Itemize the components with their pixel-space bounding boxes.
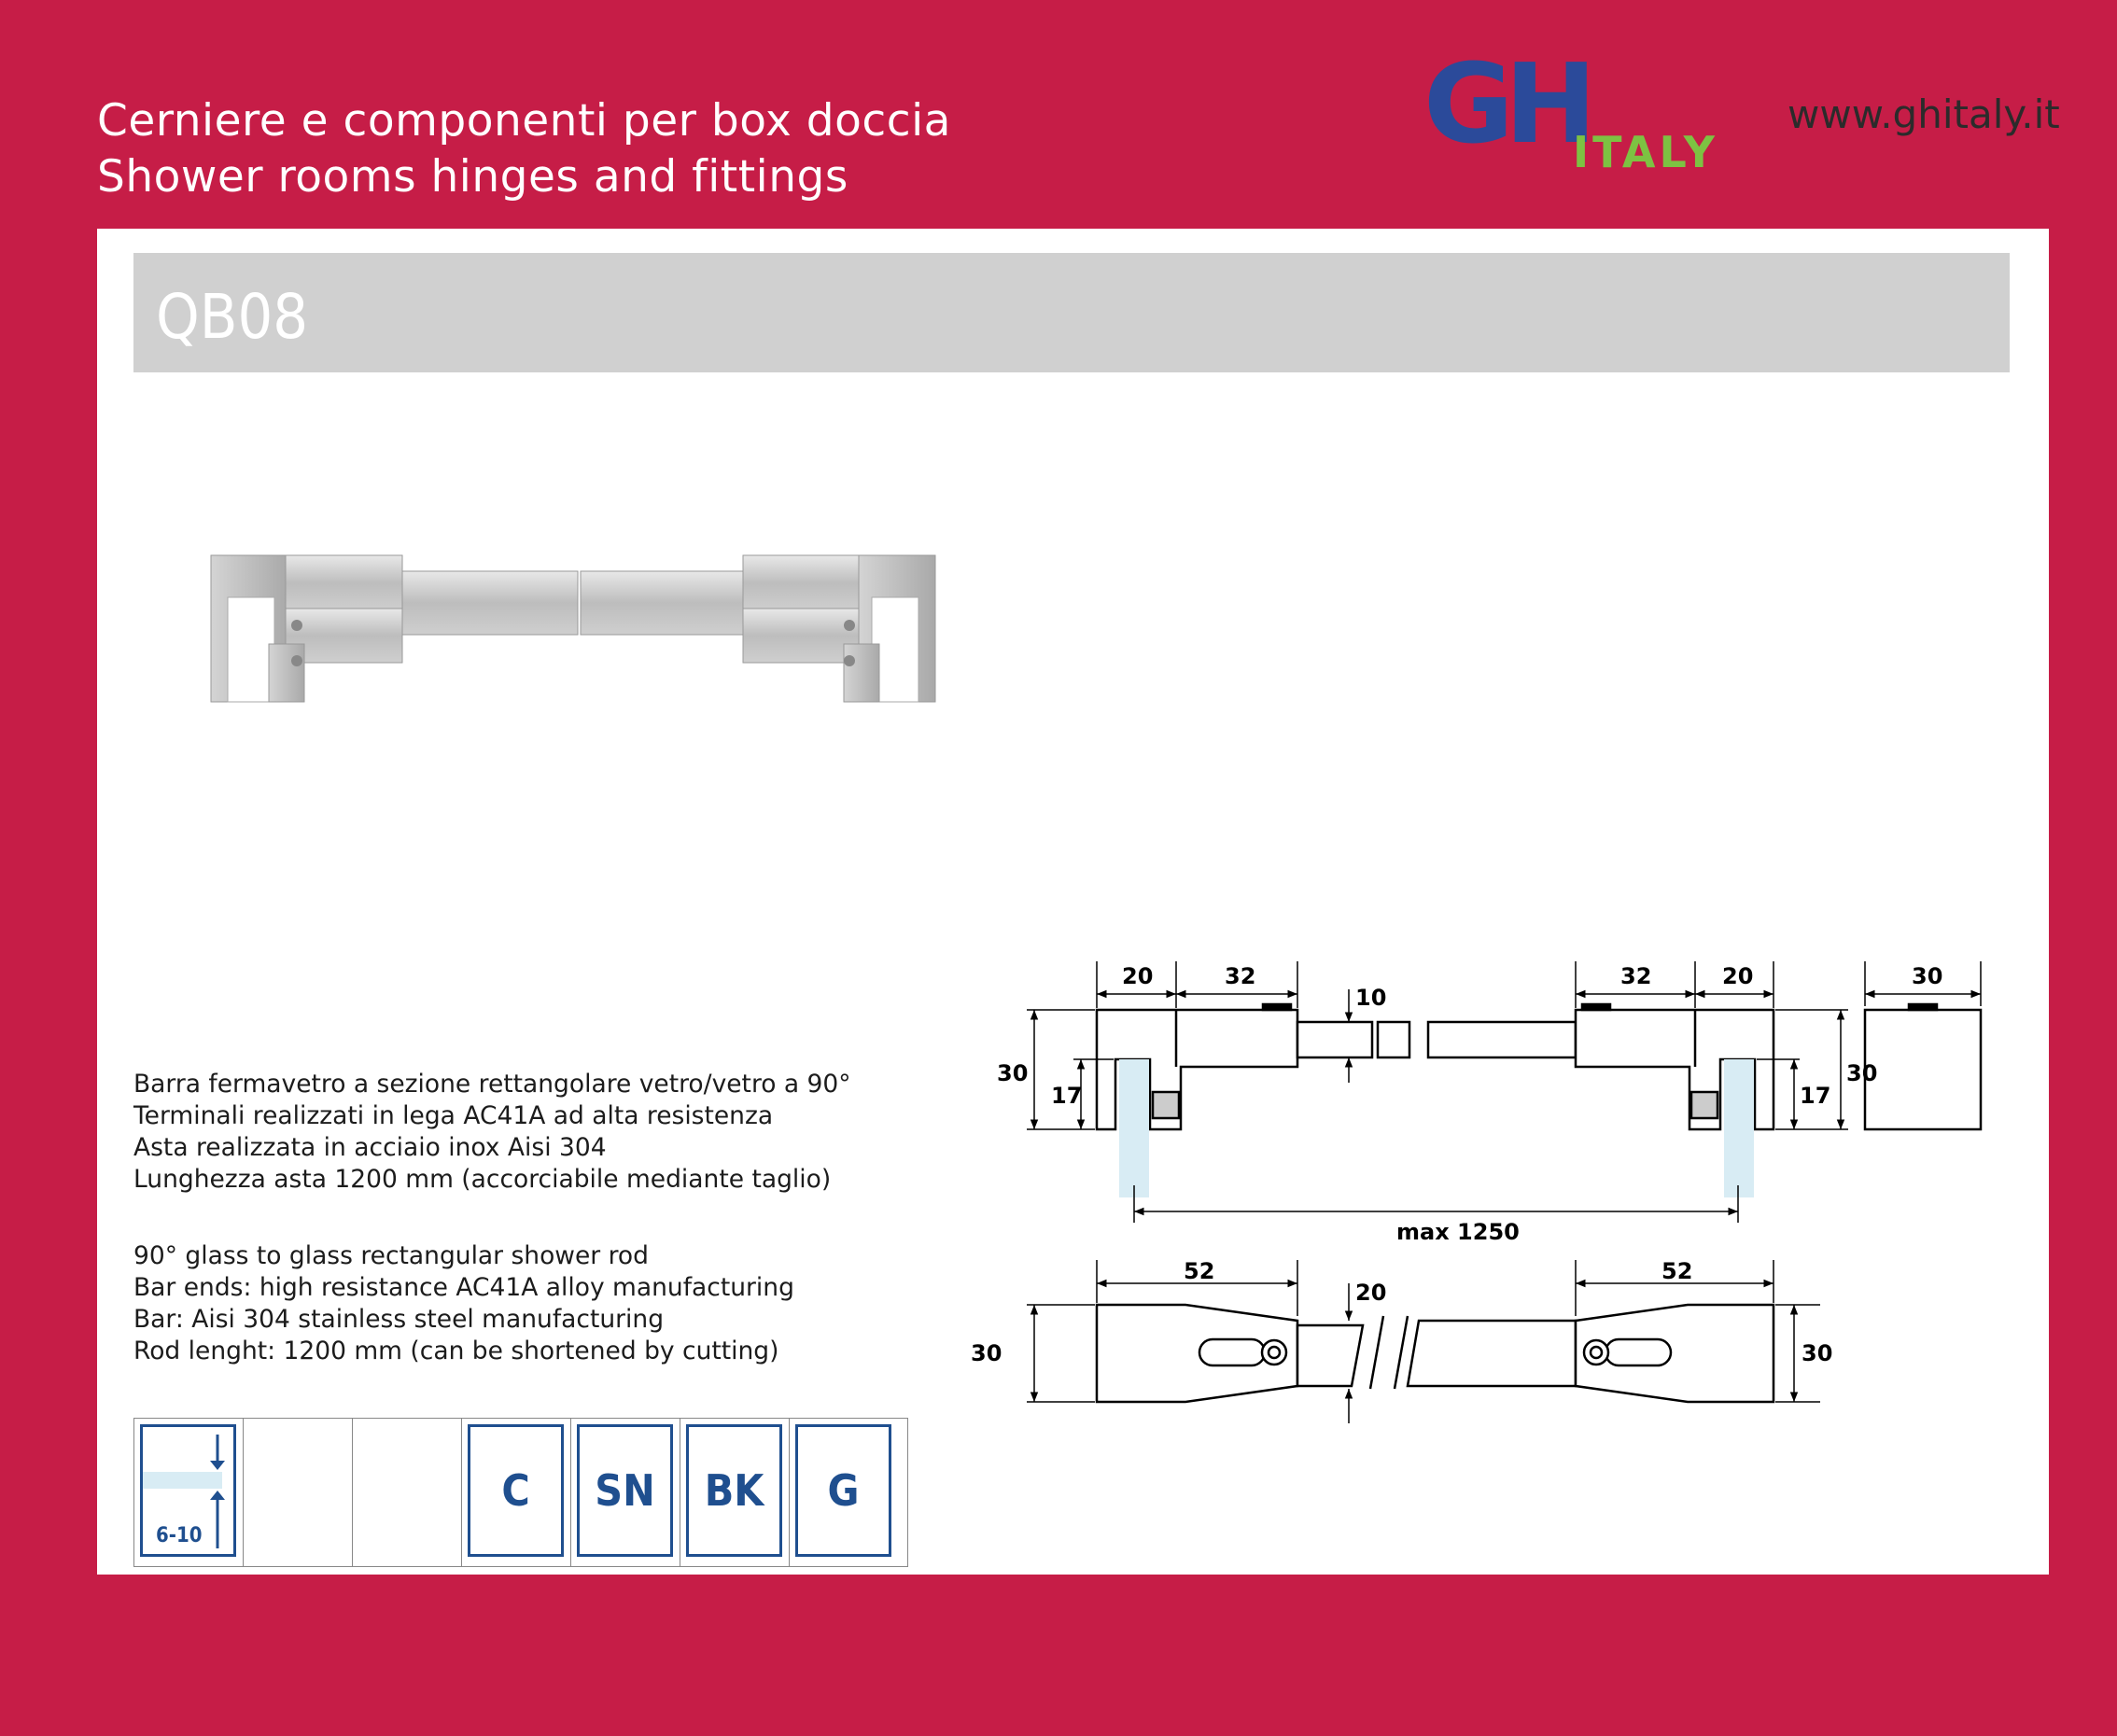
dim-label: 32 xyxy=(1620,963,1652,989)
desc-it-line: Asta realizzata in acciaio inox Aisi 304 xyxy=(133,1133,607,1162)
description-english xyxy=(133,1240,794,1367)
dim-label: 20 xyxy=(1355,1280,1387,1306)
dim-label: 32 xyxy=(1225,963,1256,989)
dim-label: 20 xyxy=(1722,963,1754,989)
desc-it-line: Barra fermavetro a sezione rettangolare vetro/vetro a 90° xyxy=(133,1070,851,1099)
desc-it-line: Lunghezza asta 1200 mm (accorciabile mediante taglio) xyxy=(133,1165,832,1194)
product-code-bar xyxy=(133,253,2010,372)
glass-thickness-box xyxy=(140,1424,236,1557)
dim-label: max 1250 xyxy=(1396,1219,1520,1245)
glass-thickness-cell xyxy=(134,1419,244,1566)
rod-right xyxy=(581,571,743,635)
header-title-it: Cerniere e componenti per box doccia xyxy=(97,95,951,147)
product-photo xyxy=(196,541,961,709)
empty-cell xyxy=(353,1419,462,1566)
desc-en-line: 90° glass to glass rectangular shower rod xyxy=(133,1241,649,1270)
glass-thickness-label: 6-10 xyxy=(156,1524,203,1547)
logo-sub: ITALY xyxy=(1573,127,1718,177)
technical-drawing xyxy=(971,943,2016,1447)
finish-cell-sn xyxy=(571,1419,680,1566)
rod-left xyxy=(402,571,578,635)
logo-letters: GH xyxy=(1423,39,1588,168)
dim-label: 30 xyxy=(971,1340,1002,1366)
finish-cell-c xyxy=(462,1419,571,1566)
glass-thickness-icon xyxy=(143,1427,233,1520)
desc-it-line: Terminali realizzati in lega AC41A ad alta resistenza xyxy=(133,1101,774,1130)
dim-label: 30 xyxy=(1846,1060,1878,1086)
finish-code: C xyxy=(468,1424,564,1557)
finish-code: SN xyxy=(577,1424,673,1557)
website-link[interactable]: www.ghitaly.it xyxy=(1788,91,2060,137)
top-view xyxy=(1097,1305,1774,1402)
empty-cell xyxy=(244,1419,353,1566)
gh-italy-logo xyxy=(1423,39,1769,179)
finish-code: G xyxy=(795,1424,891,1557)
product-code: QB08 xyxy=(156,281,309,353)
dim-label: 30 xyxy=(997,1060,1029,1086)
desc-en-line: Bar ends: high resistance AC41A alloy manufacturing xyxy=(133,1273,794,1302)
finish-cell-g xyxy=(790,1419,899,1566)
finish-code: BK xyxy=(686,1424,782,1557)
left-bar-end xyxy=(211,555,402,702)
dim-label: 17 xyxy=(1800,1083,1831,1109)
dim-label: 10 xyxy=(1355,985,1387,1011)
dim-label: 17 xyxy=(1051,1083,1083,1109)
dim-label: 20 xyxy=(1122,963,1154,989)
dim-label: 30 xyxy=(1912,963,1943,989)
finish-cell-bk xyxy=(680,1419,790,1566)
desc-en-line: Bar: Aisi 304 stainless steel manufacturing xyxy=(133,1305,665,1334)
header-title-en: Shower rooms hinges and fittings xyxy=(97,151,848,203)
dim-label: 52 xyxy=(1184,1258,1215,1284)
glass-panels xyxy=(1119,1059,1754,1197)
dim-label: 52 xyxy=(1661,1258,1693,1284)
dim-label: 30 xyxy=(1802,1340,1833,1366)
description-italian xyxy=(133,1069,851,1196)
right-bar-end xyxy=(743,555,935,702)
finishes-table xyxy=(133,1418,908,1567)
desc-en-line: Rod lenght: 1200 mm (can be shortened by cutting) xyxy=(133,1337,779,1365)
